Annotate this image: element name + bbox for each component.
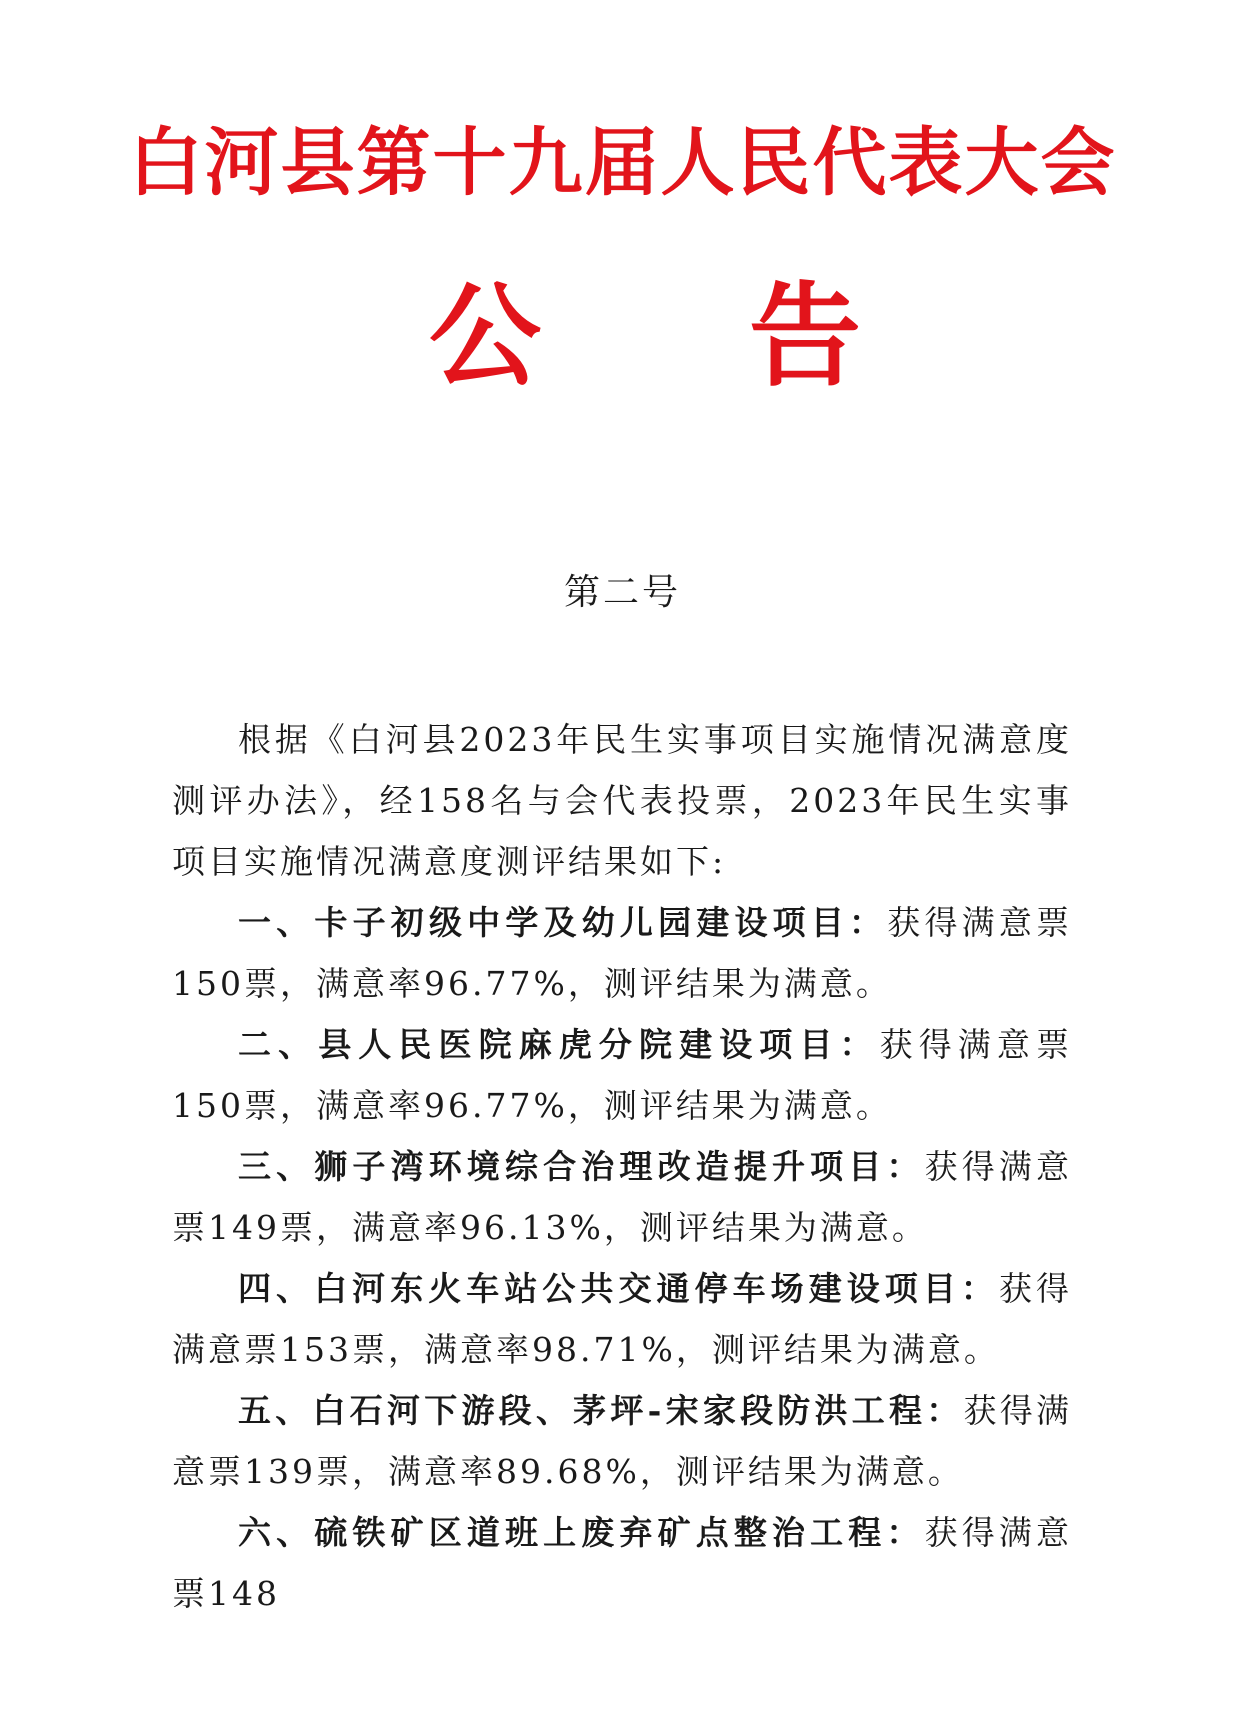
- item-text: 获得满意票149票，满意率96.13%，测评结果为满意。: [172, 1147, 1073, 1247]
- result-item: [172, 1502, 1072, 1624]
- result-item: [172, 1258, 1072, 1380]
- item-title: 四、白河东火车站公共交通停车场建设项目：: [238, 1269, 999, 1308]
- result-item: [172, 1136, 1072, 1258]
- item-text: 获得满意票148: [172, 1513, 1073, 1613]
- item-title: 三、狮子湾环境综合治理改造提升项目：: [238, 1147, 925, 1186]
- item-text: 获得满意票150票，满意率96.77%，测评结果为满意。: [172, 1025, 1073, 1125]
- intro-paragraph: 根据《白河县2023年民生实事项目实施情况满意度测评办法》，经158名与会代表投票，2023年民生实事项目实施情况满意度测评结果如下:: [172, 720, 1072, 881]
- document-body: [172, 709, 1072, 1624]
- item-title: 五、白石河下游段、茅坪-宋家段防洪工程：: [238, 1391, 964, 1430]
- item-title: 二、县人民医院麻虎分院建设项目：: [238, 1025, 880, 1064]
- item-text: 获得满意票153票，满意率98.71%，测评结果为满意。: [172, 1269, 1073, 1369]
- item-title: 六、硫铁矿区道班上废弃矿点整治工程：: [238, 1513, 925, 1552]
- organization-heading: 白河县第十九届人民代表大会: [128, 120, 1117, 206]
- announcement-title-char-1: 公: [429, 272, 541, 402]
- item-text: 获得满意票139票，满意率89.68%，测评结果为满意。: [172, 1391, 1072, 1491]
- result-item: [172, 892, 1072, 1014]
- announcement-title-char-2: 告: [749, 272, 861, 402]
- document-number: 第二号: [563, 572, 681, 613]
- item-text: 获得满意票150票，满意率96.77%，测评结果为满意。: [172, 903, 1073, 1003]
- result-item: [172, 1380, 1072, 1502]
- result-item: [172, 1014, 1072, 1136]
- item-title: 一、卡子初级中学及幼儿园建设项目：: [238, 903, 888, 942]
